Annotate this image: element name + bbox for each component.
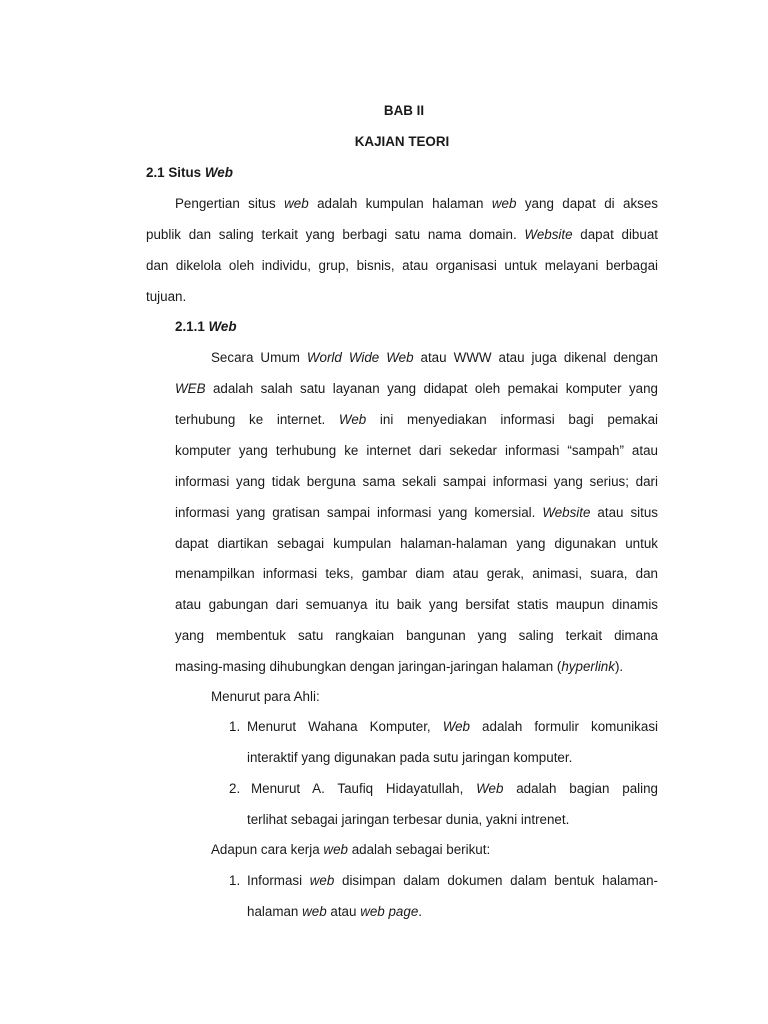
list-line (247, 903, 422, 921)
list-line (251, 780, 658, 798)
italic-term: WEB (175, 381, 206, 396)
italic-term: Web (338, 412, 367, 427)
text-run: masing-masing dihubungkan dengan jaringan-jaringan halaman ( (175, 659, 562, 674)
text-run: informasi yang gratisan sampai informasi yang komersial. (175, 505, 543, 520)
text-run: adalah formulir komunikasi (470, 719, 658, 734)
text-run: interaktif yang digunakan pada sutu jaringan komputer. (247, 750, 573, 765)
text-run: ). (614, 659, 624, 674)
paragraph-line (175, 411, 658, 429)
text-run: dapat diartikan sebagai kumpulan halaman-halaman yang digunakan untuk (175, 536, 658, 551)
text-run: Secara Umum (211, 350, 307, 365)
text-run: Menurut Wahana Komputer, (247, 719, 443, 734)
text-run: . (418, 904, 422, 919)
text-run: Pengertian situs (175, 196, 285, 211)
workings-intro (211, 841, 490, 859)
text-run: yang dapat di akses (516, 196, 658, 211)
list-number: 1. (229, 719, 241, 734)
italic-term: web (284, 196, 309, 211)
paragraph-line (175, 596, 658, 614)
italic-term: web page (360, 904, 419, 919)
italic-term: web (323, 842, 348, 857)
subsection-title-italic: Web (208, 319, 237, 334)
italic-term: web (302, 904, 327, 919)
chapter-heading: BAB II (383, 103, 425, 118)
text-run: atau gabungan dari semuanya itu baik yang bersifat statis maupun dinamis (175, 597, 658, 612)
text-run: adalah sebagai berikut: (347, 842, 491, 857)
paragraph-line (146, 288, 186, 306)
text-run: adalah salah satu layanan yang didapat oleh pemakai komputer yang (205, 381, 658, 396)
chapter-title: KAJIAN TEORI (354, 134, 450, 149)
paragraph-line (175, 473, 658, 491)
italic-term: web (309, 873, 335, 888)
section-title-italic: Web (204, 165, 233, 180)
paragraph-line (175, 442, 658, 460)
paragraph-line (146, 226, 658, 244)
list-line (247, 718, 658, 736)
text-run: atau WWW atau juga dikenal dengan (413, 350, 658, 365)
section-title: Situs (168, 165, 202, 180)
text-run: Menurut A. Taufiq Hidayatullah, (251, 781, 477, 796)
text-run: komputer yang terhubung ke internet dari sekedar informasi “sampah” atau (175, 443, 658, 458)
paragraph-line (175, 195, 658, 213)
paragraph-line (175, 504, 658, 522)
text-run: disimpan dalam dokumen dalam bentuk halaman- (334, 873, 659, 888)
text-run: Informasi (247, 873, 310, 888)
text-run: adalah bagian paling (503, 781, 658, 796)
text-run: terhubung ke internet. (175, 412, 339, 427)
list-line (247, 749, 572, 767)
text-run: tujuan. (146, 289, 187, 304)
list-line (247, 872, 658, 890)
list-number: 2. (229, 781, 241, 796)
subsection-heading (175, 318, 237, 336)
text-run: yang membentuk satu rangkaian bangunan yang saling terkait dimana (175, 628, 658, 643)
text-run: atau situs (590, 505, 658, 520)
paragraph-line (175, 658, 623, 676)
italic-term: web (491, 196, 517, 211)
text-run: adalah kumpulan halaman (308, 196, 492, 211)
italic-term: hyperlink (561, 659, 615, 674)
paragraph-line (175, 565, 658, 583)
italic-term: Web (442, 719, 470, 734)
paragraph-line (175, 535, 658, 553)
text-run: ini menyediakan informasi bagi pemakai (366, 412, 658, 427)
paragraph-line (175, 627, 658, 645)
section-number: 2.1 (146, 165, 165, 180)
text-run: menampilkan informasi teks, gambar diam atau gerak, animasi, suara, dan (175, 566, 658, 581)
text-run: dan dikelola oleh individu, grup, bisnis, atau organisasi untuk melayani berbagai (146, 258, 658, 273)
list-number: 1. (229, 873, 241, 888)
text-run: Adapun cara kerja (211, 842, 324, 857)
text-run: halaman (247, 904, 303, 919)
experts-intro: Menurut para Ahli: (211, 689, 320, 704)
section-heading (146, 164, 233, 182)
list-line (247, 811, 569, 829)
italic-term: World Wide Web (306, 350, 414, 365)
italic-term: Website (524, 227, 573, 242)
text-run: publik dan saling terkait yang berbagi satu nama domain. (146, 227, 525, 242)
paragraph-line (146, 257, 658, 275)
italic-term: Website (542, 505, 591, 520)
text-run: dapat dibuat (572, 227, 658, 242)
subsection-number: 2.1.1 (175, 319, 205, 334)
paragraph-line (175, 380, 658, 398)
italic-term: Web (476, 781, 504, 796)
paragraph-line (211, 349, 658, 367)
text-run: terlihat sebagai jaringan terbesar dunia, yakni intrenet. (247, 812, 570, 827)
text-run: informasi yang tidak berguna sama sekali sampai informasi yang serius; dari (175, 474, 658, 489)
text-run: atau (326, 904, 361, 919)
